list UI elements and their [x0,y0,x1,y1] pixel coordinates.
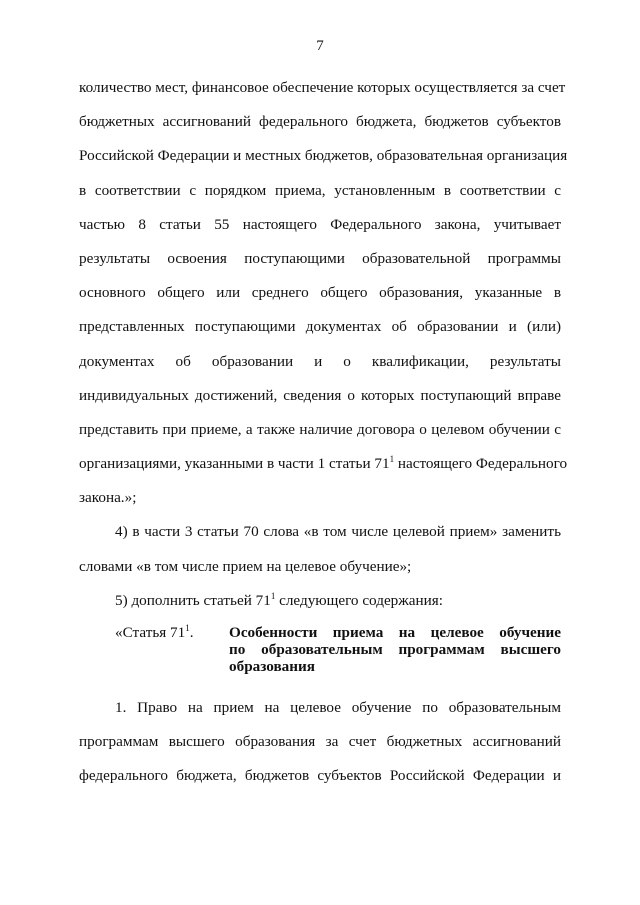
text-segment: организациями, указанными в части 1 статьи 71 [79,455,390,473]
article-title [229,624,561,675]
article-title-line: по образовательным программам высшего [229,641,561,658]
text-line: количество мест, финансовое обеспечение которых осуществляется за счет [79,79,566,96]
text-line: Российской Федерации и местных бюджетов, образовательная организация [79,147,568,165]
text-segment: настоящего Федерального [394,455,568,473]
page-number: 7 [316,38,324,54]
superscript: 1 [270,590,276,601]
document-body [79,71,568,794]
text-line: бюджетных ассигнований федерального бюджета, бюджетов субъектов [79,113,561,131]
text-line: 1. Право на прием на целевое обучение по образовательным [115,699,561,716]
text-line: представить при приеме, а также наличие договора о целевом обучении с [79,420,561,438]
text-line: документах об образовании и о квалификации, результаты [79,352,561,370]
article-label [79,624,229,675]
article-heading [79,624,561,675]
text-line: результаты освоения поступающими образовательной программы [79,249,561,267]
text-line-with-superscript [79,584,561,618]
paragraph-continuation [79,71,568,515]
text-line: программам высшего образования за счет бюджетных ассигнований [79,733,561,751]
text-line: индивидуальных достижений, сведения о которых поступающий вправе [79,386,561,404]
text-segment: «Статья 71 [115,624,186,641]
paragraph-article-part-1 [79,691,561,794]
superscript: 1 [185,623,190,633]
paragraph-item-4 [79,515,561,583]
article-title-line: образования [229,658,315,675]
text-line: представленных поступающими документах об образовании и (или) [79,318,561,336]
text-line: закона.»; [79,489,137,507]
text-line: 4) в части 3 статьи 70 слова «в том числе целевой прием» заменить [115,523,561,541]
text-line: частью 8 статьи 55 настоящего Федерального закона, учитывает [79,215,561,233]
text-line: словами «в том числе прием на целевое обучение»; [79,557,412,575]
text-segment: . [189,624,194,641]
text-line-with-superscript [79,447,568,481]
superscript: 1 [389,454,395,465]
paragraph-item-5 [79,584,561,618]
text-line: в соответствии с порядком приема, установленным в соответствии с [79,181,561,199]
text-segment: 5) дополнить статьей 71 [115,591,271,609]
text-line: основного общего или среднего общего образования, указанные в [79,284,561,302]
text-line: федерального бюджета, бюджетов субъектов Российской Федерации и [79,767,561,785]
article-title-line: Особенности приема на целевое обучение [229,624,561,641]
text-segment: следующего содержания: [275,591,443,609]
